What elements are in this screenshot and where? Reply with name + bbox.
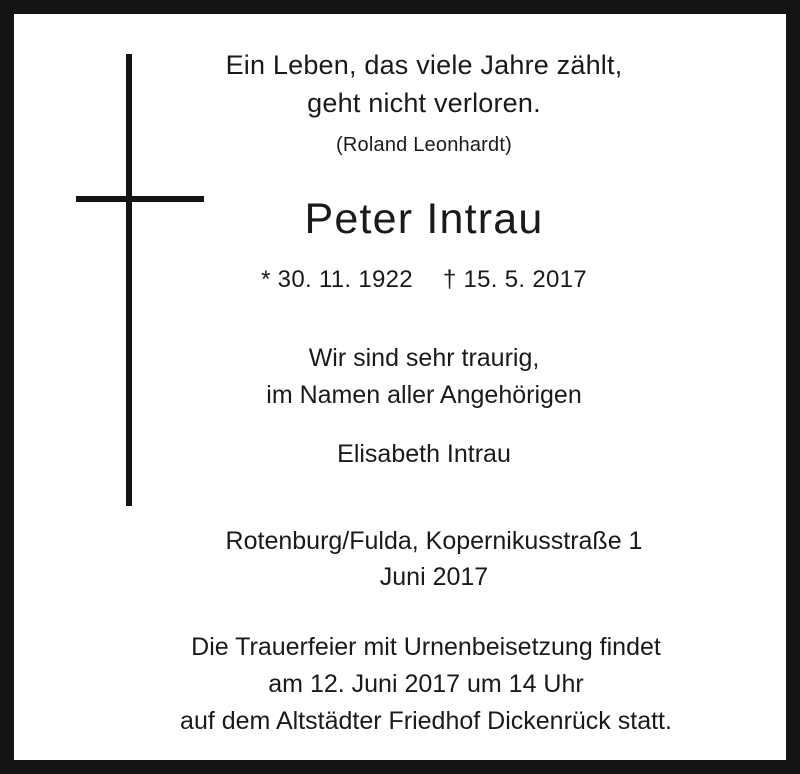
funeral-details — [88, 629, 760, 740]
notice-date: Juni 2017 — [379, 563, 489, 592]
address-line: Rotenburg/Fulda, Kopernikusstraße 1 — [225, 526, 643, 555]
obituary-inner — [14, 14, 786, 760]
funeral-line-2: am 12. Juni 2017 um 14 Uhr — [268, 670, 584, 699]
funeral-line-1: Die Trauerfeier mit Urnenbeisetzung findet — [191, 633, 661, 662]
mourning-message-line-2: im Namen aller Angehörigen — [266, 380, 582, 409]
survivor-name: Elisabeth Intrau — [337, 439, 511, 468]
funeral-line-3: auf dem Altstädter Friedhof Dickenrück statt. — [180, 707, 672, 736]
mourning-message-line-1: Wir sind sehr traurig, — [308, 343, 540, 372]
death-date: 15. 5. 2017 — [463, 265, 587, 293]
obituary-content — [40, 46, 760, 740]
birth-date: 30. 11. 1922 — [277, 265, 413, 293]
life-dates — [88, 266, 760, 294]
deceased-name: Peter Intrau — [304, 194, 544, 243]
death-symbol: † — [442, 265, 457, 293]
quote-author: (Roland Leonhardt) — [336, 133, 512, 156]
mourning-message — [88, 340, 760, 414]
quote-block — [88, 46, 760, 161]
quote-line-2: geht nicht verloren. — [307, 88, 541, 119]
quote-line-1: Ein Leben, das viele Jahre zählt, — [225, 50, 623, 80]
place-and-date-block — [88, 523, 760, 596]
birth-symbol: * — [261, 265, 271, 293]
